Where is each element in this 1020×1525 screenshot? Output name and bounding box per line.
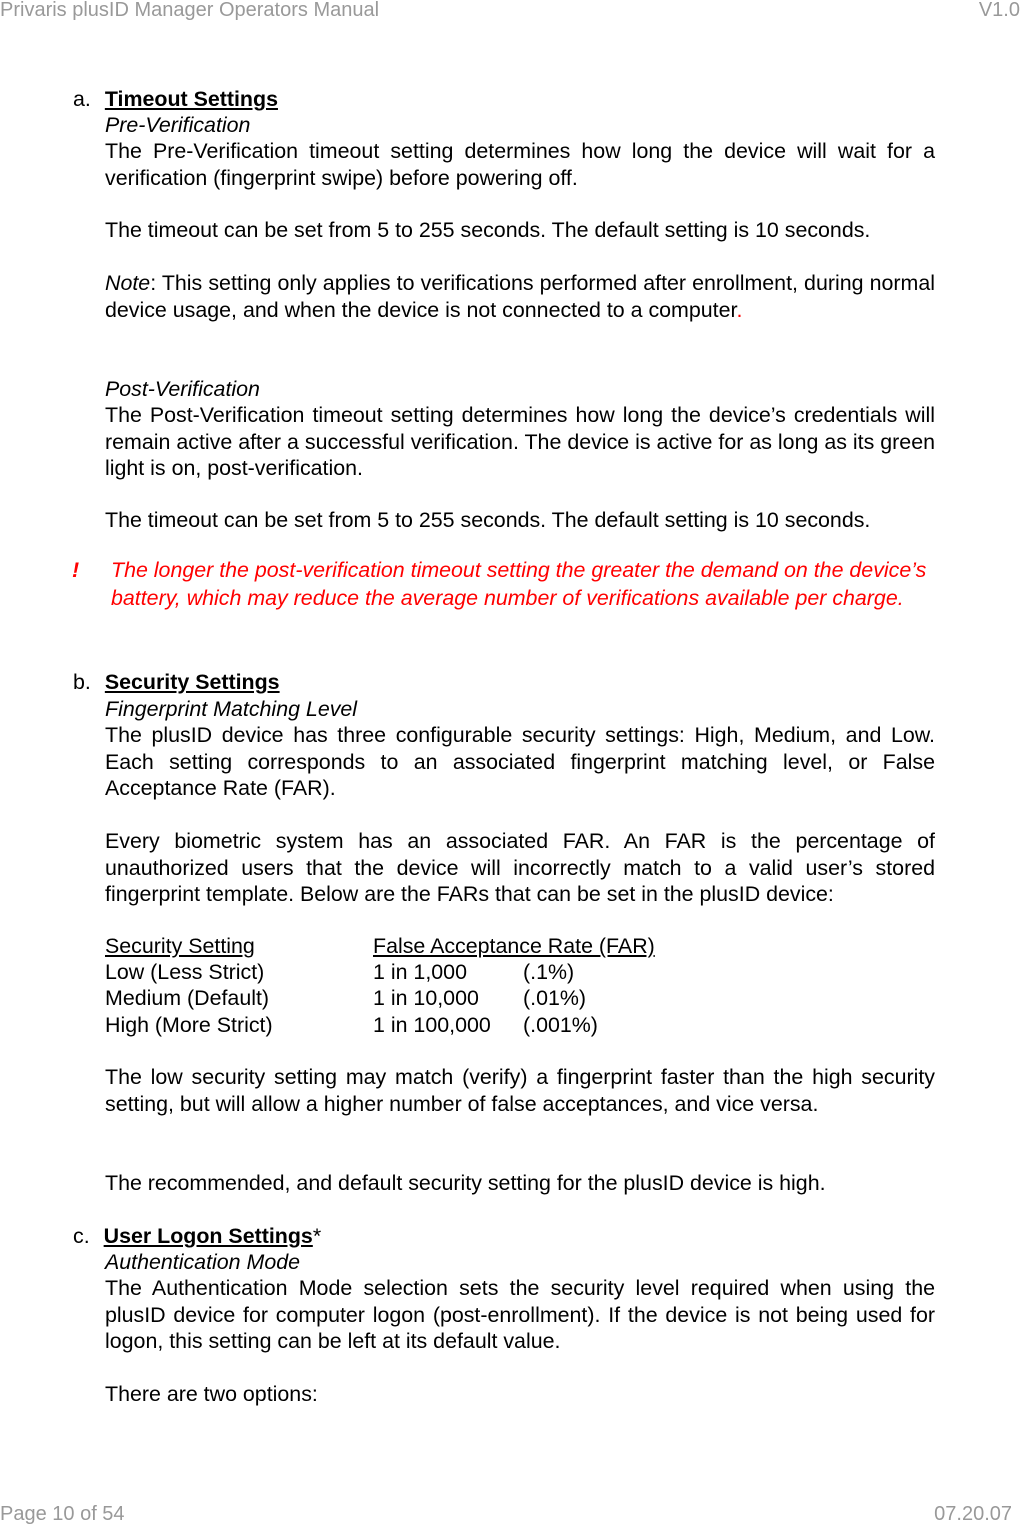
section-b-heading xyxy=(73,669,280,696)
footer-page-number: Page 10 of 54 xyxy=(0,1503,125,1525)
warning-icon: ! xyxy=(72,558,80,582)
table-cell: 1 in 100,000 xyxy=(373,1013,491,1037)
authentication-mode-title: Authentication Mode xyxy=(105,1250,301,1274)
note-text: : This setting only applies to verifications performed after enrollment, during normal device usage, and when the device is not connected to a computer xyxy=(105,271,935,322)
logon-p1: The Authentication Mode selection sets the security level required when using the plusID device for computer logon (post-enrollment). If the device is not being used for logon, this setting can be left at its default value. xyxy=(105,1276,935,1353)
security-p3: The low security setting may match (verify) a fingerprint faster than the high security setting, but will allow a higher number of false acceptances, and vice versa. xyxy=(105,1065,935,1116)
fingerprint-matching-title: Fingerprint Matching Level xyxy=(105,697,358,721)
logon-p2: There are two options: xyxy=(105,1382,318,1406)
section-a-heading xyxy=(73,86,278,113)
note xyxy=(105,270,935,323)
section-letter: c. xyxy=(73,1224,90,1248)
header-cell: False Acceptance Rate (FAR) xyxy=(373,934,655,958)
table-cell: (.01%) xyxy=(523,986,587,1010)
asterisk: * xyxy=(312,1224,322,1248)
footer-date: 07.20.07 xyxy=(934,1503,1012,1525)
post-verification-p2: The timeout can be set from 5 to 255 seconds. The default setting is 10 seconds. xyxy=(105,508,871,532)
table-cell: 1 in 1,000 xyxy=(373,960,467,984)
note-end: . xyxy=(736,297,743,322)
header-title: Privaris plusID Manager Operators Manual xyxy=(0,0,380,21)
section-title: User Logon Settings xyxy=(103,1224,313,1248)
pre-verification-p1: The Pre-Verification timeout setting determines how long the device will wait for a verification (fingerprint swipe) before powering off. xyxy=(105,139,935,190)
header-cell: Security Setting xyxy=(105,934,255,958)
warning-text: The longer the post-verification timeout setting the greater the demand on the device’s battery, which may reduce the average number of verifications available per charge. xyxy=(111,558,927,610)
section-letter: a. xyxy=(73,87,91,111)
table-cell: Medium (Default) xyxy=(105,986,270,1010)
table-cell: 1 in 10,000 xyxy=(373,986,479,1010)
table-cell: High (More Strict) xyxy=(105,1013,273,1037)
section-c-heading xyxy=(73,1223,321,1250)
section-letter: b. xyxy=(73,670,91,694)
table-cell: (.1%) xyxy=(523,960,575,984)
table-cell: Low (Less Strict) xyxy=(105,960,265,984)
section-title: Timeout Settings xyxy=(104,87,278,111)
table-cell: (.001%) xyxy=(523,1013,598,1037)
pre-verification-p2: The timeout can be set from 5 to 255 seconds. The default setting is 10 seconds. xyxy=(105,218,871,242)
section-title: Security Settings xyxy=(104,670,280,694)
security-p4: The recommended, and default security setting for the plusID device is high. xyxy=(105,1171,826,1195)
note-label: Note xyxy=(105,271,151,295)
post-verification-p1: The Post-Verification timeout setting determines how long the device’s credentials will remain active after a successful verification. The device is active for as long as its green light is on, post-verification. xyxy=(105,403,935,480)
security-p2: Every biometric system has an associated FAR. An FAR is the percentage of unauthorized users that the device will incorrectly match to a valid user’s stored fingerprint template. Below are the FARs that can be set in the plusID device: xyxy=(105,829,935,906)
security-p1: The plusID device has three configurable security settings: High, Medium, and Low. Each setting corresponds to an associated fingerprint matching level, or False Acceptance Rate (FAR). xyxy=(105,723,935,800)
post-verification-title: Post-Verification xyxy=(105,377,260,401)
header-version: V1.0 xyxy=(978,0,1020,21)
pre-verification-title: Pre-Verification xyxy=(105,113,251,137)
